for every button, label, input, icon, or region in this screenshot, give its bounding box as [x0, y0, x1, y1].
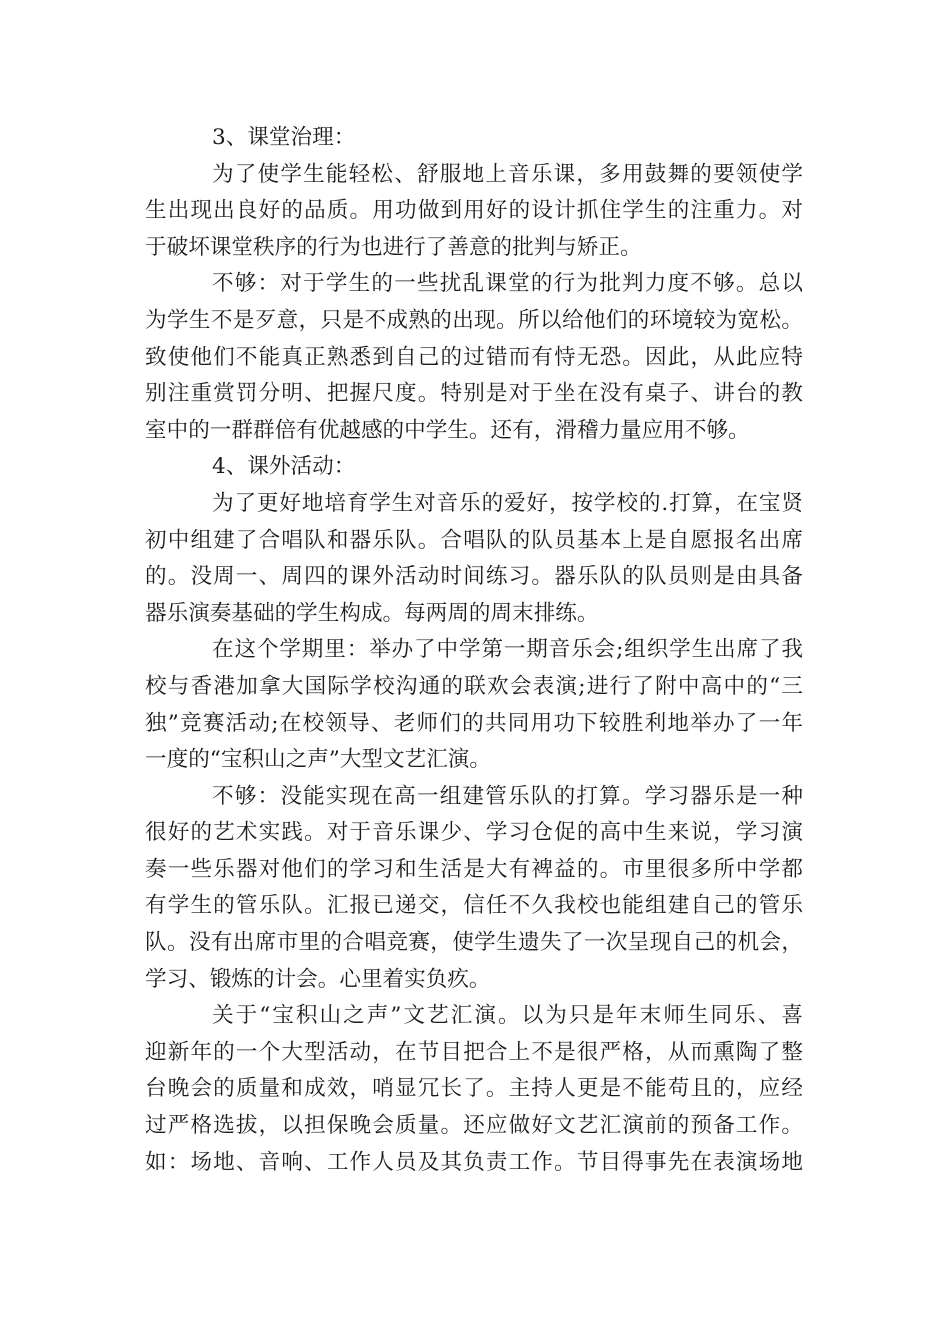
- paragraph-line: 奏一些乐器对他们的学习和生活是大有裨益的。市里很多所中学都: [145, 856, 803, 882]
- paragraph-line: 为了使学生能轻松、舒服地上音乐课，多用鼓舞的要领使学: [212, 161, 803, 187]
- paragraph-line: 台晚会的质量和成效，哨显冗长了。主持人更是不能苟且的，应经: [145, 1076, 803, 1102]
- paragraph-line: 室中的一群群倍有优越感的中学生。还有，滑稽力量应用不够。: [145, 417, 750, 443]
- section-heading-extracurricular: 4、课外活动：: [212, 454, 356, 480]
- document-body: [145, 120, 803, 1181]
- paragraph-line: 为学生不是歹意，只是不成熟的出现。所以给他们的环境较为宽松。: [145, 307, 803, 333]
- paragraph-line: 如：场地、音响、工作人员及其负责工作。节目得事先在表演场地: [145, 1149, 803, 1175]
- paragraph-line: 过严格选拔，以担保晚会质量。还应做好文艺汇演前的预备工作。: [145, 1113, 803, 1139]
- paragraph-line: 很好的艺术实践。对于音乐课少、学习仓促的高中生来说，学习演: [145, 820, 803, 846]
- paragraph-line: 的。没周一、周四的课外活动时间练习。器乐队的队员则是由具备: [145, 564, 803, 590]
- paragraph-line: 独”竞赛活动;在校领导、老师们的共同用功下较胜利地举办了一年: [145, 710, 803, 736]
- paragraph-line: 在这个学期里：举办了中学第一期音乐会;组织学生出席了我: [212, 637, 803, 663]
- paragraph-line: 器乐演奏基础的学生构成。每两周的周末排练。: [145, 600, 599, 626]
- paragraph-line: 别注重赏罚分明、把握尺度。特别是对于坐在没有桌子、讲台的教: [145, 381, 803, 407]
- paragraph-line: 不够：没能实现在高一组建管乐队的打算。学习器乐是一种: [212, 783, 803, 809]
- paragraph-line: 不够：对于学生的一些扰乱课堂的行为批判力度不够。总以: [212, 271, 803, 297]
- paragraph-line: 初中组建了合唱队和器乐队。合唱队的队员基本上是自愿报名出席: [145, 527, 803, 553]
- paragraph-line: 关于“宝积山之声”文艺汇演。以为只是年末师生同乐、喜: [212, 1003, 803, 1029]
- paragraph-line: 有学生的管乐队。汇报已递交，信任不久我校也能组建自己的管乐: [145, 893, 803, 919]
- paragraph-line: 致使他们不能真正熟悉到自己的过错而有恃无恐。因此，从此应特: [145, 344, 803, 370]
- paragraph-line: 队。没有出席市里的合唱竞赛，使学生遗失了一次呈现自己的机会，: [145, 930, 803, 956]
- paragraph-line: 一度的“宝积山之声”大型文艺汇演。: [145, 747, 491, 773]
- paragraph-line: 为了更好地培育学生对音乐的爱好，按学校的.打算，在宝贤: [212, 490, 803, 516]
- section-heading-classroom-management: 3、课堂治理：: [212, 125, 356, 150]
- paragraph-line: 生出现出良好的品质。用功做到用好的设计抓住学生的注重力。对: [145, 198, 803, 224]
- paragraph-line: 学习、锻炼的计会。心里着实负疚。: [145, 966, 491, 992]
- paragraph-line: 迎新年的一个大型活动，在节目把合上不是很严格，从而熏陶了整: [145, 1039, 803, 1065]
- paragraph-line: 校与香港加拿大国际学校沟通的联欢会表演;进行了附中高中的“三: [145, 673, 803, 699]
- paragraph-line: 于破坏课堂秩序的行为也进行了善意的批判与矫正。: [145, 234, 642, 260]
